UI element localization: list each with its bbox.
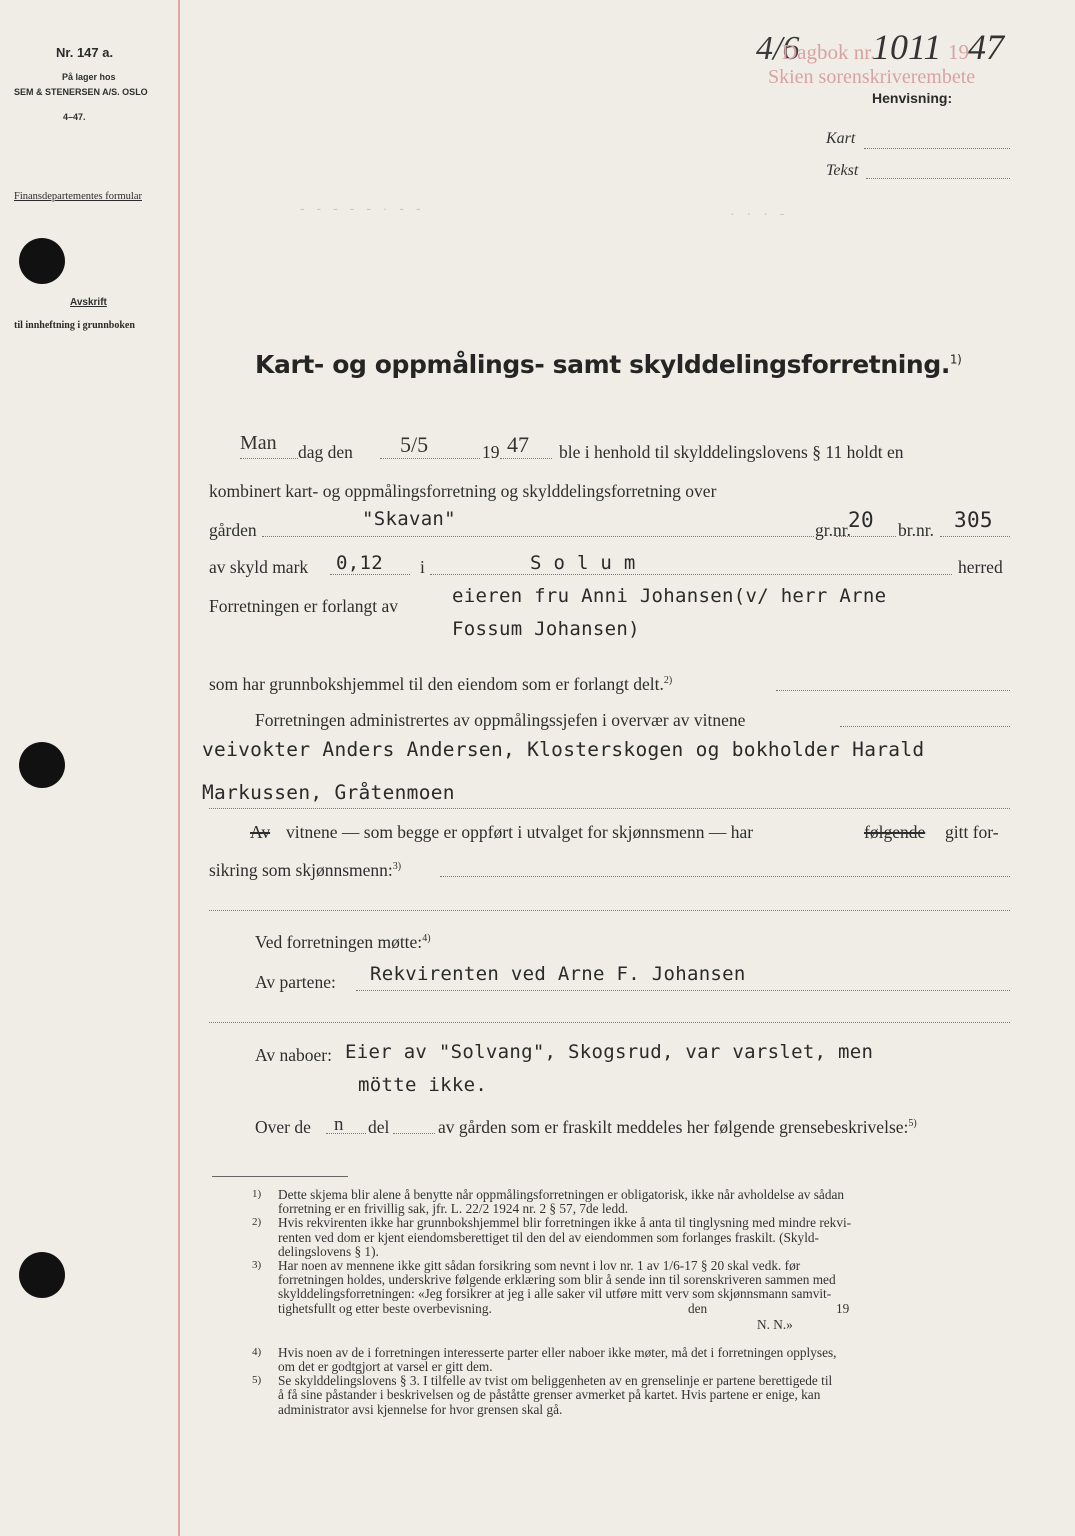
sikring-note: 3): [392, 861, 402, 873]
year-filled: 47: [507, 432, 529, 457]
folgende-struck: følgende: [864, 822, 926, 842]
av-struck: Av: [250, 822, 271, 842]
hjemmel-note: 2): [663, 675, 673, 687]
partene-value: Rekvirenten ved Arne F. Johansen: [370, 963, 746, 985]
dagbok-number: 1011: [872, 27, 942, 67]
declaration-year: 19: [836, 1300, 850, 1316]
footnote-5: [252, 1374, 1012, 1417]
farm-name: "Skavan": [362, 508, 456, 530]
farm-line: [262, 536, 814, 537]
skyld-line: [330, 574, 410, 575]
footnote-number: 3): [252, 1259, 262, 1272]
herred-name: S o l u m: [530, 552, 636, 574]
footnote-number: 1): [252, 1188, 262, 1200]
requested-label: Forretningen er forlangt av: [209, 596, 399, 616]
grnr-label: gr.nr.: [815, 520, 851, 540]
footnote-line: Har noen av mennene ikke gitt sådan forsikring som nevnt i lov nr. 1 av 1/6-17 § 20 skal vedk. før: [278, 1258, 801, 1274]
page-title-text: Kart- og oppmålings- samt skylddelingsforretning.: [255, 350, 950, 379]
blank-line-1: [209, 910, 1010, 911]
motte-text: [255, 932, 431, 953]
footnote-1: [252, 1188, 1012, 1216]
footnote-line: Se skylddelingslovens § 3. I tilfelle av tvist om beliggenheten av en grenselinje er partene berettigede til: [278, 1373, 833, 1389]
weekday-filled: Man: [240, 432, 277, 454]
line1-rest: ble i henhold til skylddelingslovens § 11 holdt en: [559, 442, 904, 462]
footnote-line: Hvis noen av de i forretningen interesserte parter eller naboer ikke møter, må det i forretningen opplyses,: [278, 1344, 837, 1360]
over-de: Over de: [255, 1117, 311, 1137]
over-note: 5): [908, 1118, 917, 1130]
handwritten-date: 4/6: [756, 30, 800, 67]
title-footnote-ref: 1): [949, 352, 962, 367]
vitnene-text: vitnene — som begge er oppført i utvalget for skjønnsmenn — har: [286, 822, 754, 842]
herred-line: [430, 574, 952, 575]
declaration-den: den: [688, 1300, 708, 1316]
punch-hole-bottom: [19, 1252, 65, 1298]
requested-by-2: Fossum Johansen): [452, 618, 640, 640]
form-number: Nr. 147 a.: [56, 45, 114, 60]
over-rest: [438, 1117, 917, 1138]
skyld-label: av skyld mark: [209, 557, 309, 577]
dagbok-year: 47: [968, 27, 1004, 67]
naboer-value-2: mötte ikke.: [358, 1074, 488, 1096]
admin-line: [840, 726, 1010, 727]
copy-note: til innheftning i grunnboken: [14, 320, 135, 331]
footnote-line: skylddelingsforretningen: «Jeg forsikrer at jeg i alle saker vil utføre mitt verv som skjønnsmann samvit-: [278, 1286, 832, 1302]
weekday-line: [240, 458, 298, 459]
over-rest-main: av gården som er fraskilt meddeles her følgende grensebeskrivelse:: [438, 1117, 909, 1137]
declaration-signature: N. N.»: [757, 1316, 793, 1332]
over-fill: n: [334, 1114, 344, 1135]
grnr-line: [836, 536, 896, 537]
date-line: [380, 458, 480, 459]
footnote-line: tighetsfullt og etter beste overbevisning.: [278, 1300, 492, 1316]
hjemmel-main: som har grunnbokshjemmel til den eiendom som er forlangt delt.: [209, 674, 664, 694]
naboer-label: Av naboer:: [255, 1045, 332, 1065]
footnote-line: administrator avsi kjennelse for hvor grensen skal gå.: [278, 1401, 563, 1417]
del-line: [393, 1133, 435, 1134]
publisher-line2: SEM & STENERSEN A/S. OSLO: [14, 87, 148, 97]
garden-label: gården: [209, 520, 257, 540]
footnote-2: [252, 1216, 1012, 1259]
sikring-main: sikring som skjønnsmenn:: [209, 860, 393, 880]
footnote-separator: [212, 1176, 348, 1177]
kart-label: Kart: [826, 130, 856, 147]
witnesses-line2: Markussen, Gråtenmoen: [202, 781, 455, 804]
del-label: del: [368, 1117, 390, 1137]
footnote-line: forretning er en frivillig sak, jfr. L. 22/2 1924 nr. 2 § 57, 7de ledd.: [278, 1201, 629, 1217]
bleed-through-1: - - - - - · - -: [300, 200, 425, 216]
footnote-line: renten ved dom er kjent eiendomsberettiget til den del av eiendommen som forlanges fraskilt. (Skyld-: [278, 1229, 819, 1245]
footnote-number: 5): [252, 1374, 262, 1387]
footnote-number: 2): [252, 1216, 262, 1229]
i-label: i: [420, 557, 425, 577]
page-title: [255, 350, 961, 379]
footnote-line: Dette skjema blir alene å benytte når oppmålingsforretningen er obligatorisk, ikke når avholdelse av sådan: [278, 1187, 845, 1202]
blank-line-2: [209, 1022, 1010, 1023]
punch-hole-top: [19, 238, 65, 284]
ministry-note: Finansdepartementes formular: [14, 191, 142, 202]
form-date: 4–47.: [63, 112, 86, 122]
tekst-label: Tekst: [826, 162, 859, 179]
dagbok-year-prefix: 19: [948, 40, 969, 64]
year-prefix: 19: [482, 442, 500, 462]
line2: kombinert kart- og oppmålingsforretning og skylddelingsforretning over: [209, 481, 717, 501]
over-fill-line: [326, 1133, 366, 1134]
hjemmel-text: [209, 674, 672, 695]
footnote-number: 4): [252, 1345, 262, 1358]
sikring-line: [440, 876, 1010, 877]
brnr-label: br.nr.: [898, 520, 934, 540]
footnotes: [252, 1188, 1012, 1417]
naboer-value-1: Eier av "Solvang", Skogsrud, var varslet, men: [345, 1041, 874, 1063]
dagbok-label: Dagbok nr.: [782, 40, 876, 64]
gitt-for: gitt for-: [945, 822, 999, 842]
requested-by-1: eieren fru Anni Johansen(v/ herr Arne: [452, 585, 887, 607]
punch-hole-middle: [19, 742, 65, 788]
footnote-line: om det er godtgjort at varsel er gitt dem.: [278, 1359, 493, 1375]
footnote-line: å få sine påstander i beskrivelsen og de påståtte grenser avmerket på kartet. Hvis partene er enige, kan: [278, 1387, 821, 1403]
footnote-line: delingslovens § 1).: [278, 1243, 379, 1259]
admin-text: Forretningen administrertes av oppmålingssjefen i overvær av vitnene: [255, 710, 746, 730]
grnr-value: 20: [848, 508, 874, 532]
year-line: [500, 458, 552, 459]
brnr-line: [940, 536, 1010, 537]
witnesses-line1: veivokter Anders Andersen, Klosterskogen og bokholder Harald: [202, 738, 925, 761]
dag-den: dag den: [298, 442, 353, 462]
tekst-line: [866, 178, 1010, 179]
skyld-value: 0,12: [336, 552, 383, 574]
date-filled: 5/5: [400, 432, 429, 457]
motte-note: 4): [422, 933, 431, 945]
footnote-line: forretningen holdes, underskrive følgende erklæring som blir å sende inn til sorenskriveren sammen med: [278, 1272, 836, 1288]
reference-label: Henvisning:: [872, 90, 953, 106]
motte-main: Ved forretningen møtte:: [255, 932, 423, 952]
witnesses-line: [209, 808, 1010, 809]
sikring-text: [209, 860, 401, 881]
footnote-3: [252, 1259, 1012, 1316]
copy-label: Avskrift: [70, 297, 107, 308]
hjemmel-line: [776, 690, 1010, 691]
kart-line: [864, 148, 1010, 149]
bleed-through-2: · · · -: [730, 205, 789, 221]
publisher-line1: På lager hos: [62, 72, 116, 82]
partene-line: [356, 990, 1010, 991]
margin-rule: [178, 0, 180, 1536]
partene-label: Av partene:: [255, 972, 336, 992]
brnr-value: 305: [954, 508, 993, 532]
herred-label: herred: [958, 557, 1003, 577]
office-stamp: Skien sorenskriverembete: [768, 66, 976, 88]
footnote-line: Hvis rekvirenten ikke har grunnbokshjemmel blir forretningen ikke å anta til tinglysning med mindre rekvi-: [278, 1215, 852, 1231]
footnote-4: [252, 1346, 1012, 1374]
